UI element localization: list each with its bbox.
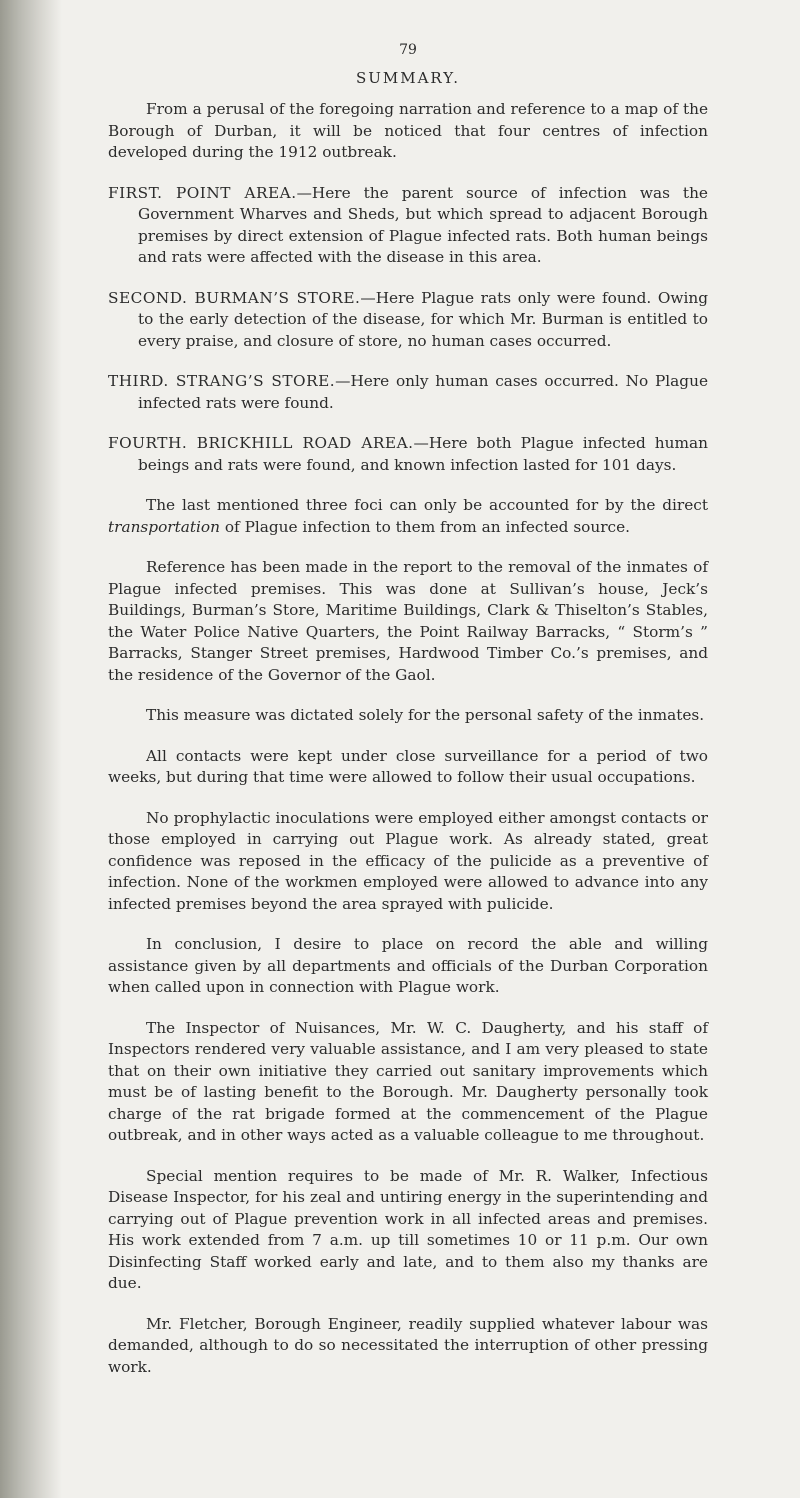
area-fourth-text: —Here both Plague infected human beings and rats were found, and known infection lasted for 101 days. <box>138 434 708 474</box>
page-number: 79 <box>399 42 417 58</box>
removal-paragraph: Reference has been made in the report to the removal of the inmates of Plague infected premises. This was done at Sullivan’s house, Jeck’s Buildings, Burman’s Store, Maritime Buildings, Clark & Thiselton’s Stables, the Water Police Native Quarters, the Point Railway Barracks, “ Storm’s ” Barracks, Stanger Street premises, Hardwood Timber Co.’s premises, and the residence of the Governor of the Gaol. <box>108 558 708 684</box>
area-first-text: —Here the parent source of infection was the Government Wharves and Sheds, but which spread to adjacent Borough premises by direct extension of Plague infected rats. Both human beings and rats were affected with the disease in this area. <box>138 183 708 266</box>
area-fourth-lead: FOURTH. BRICKHILL ROAD AREA. <box>108 434 414 452</box>
document-page <box>108 40 708 1397</box>
area-first-paragraph <box>108 183 708 269</box>
area-fourth-paragraph <box>108 433 708 476</box>
area-second-text: —Here Plague rats only were found. Owing to the early detection of the disease, for which Mr. Burman is entitled to every praise, and closure of store, no human cases occurred. <box>138 288 708 350</box>
inoculation-paragraph: No prophylactic inoculations were employed either amongst contacts or those employed in carrying out Plague work. As already stated, great confidence was reposed in the efficacy of the pulicide as a preventive of infection. None of the workmen employed were allowed to advance into any infected premises beyond the area sprayed with pulicide. <box>108 808 708 913</box>
walker-paragraph: Special mention requires to be made of Mr. R. Walker, Infectious Disease Inspector, for his zeal and untiring energy in the superintending and carrying out of Plague prevention work in all infected areas and premises. His work extended from 7 a.m. up till sometimes 10 or 11 p.m. Our own Disinfecting Staff worked early and late, and to them also my thanks are due. <box>108 1166 708 1292</box>
area-third-text: —Here only human cases occurred. No Plague infected rats were found. <box>138 372 708 412</box>
area-second-lead: SECOND. BURMAN’S STORE. <box>108 288 361 307</box>
surveillance-paragraph: All contacts were kept under close surveillance for a period of two weeks, but during that time were allowed to follow their usual occupations. <box>108 746 708 786</box>
transport-emphasis: transportation <box>108 517 220 536</box>
page-binding-shadow <box>0 0 62 1498</box>
area-third-paragraph <box>108 371 708 414</box>
safety-paragraph: This measure was dictated solely for the personal safety of the inmates. <box>146 706 705 724</box>
page-heading: SUMMARY. <box>355 68 461 87</box>
fletcher-paragraph: Mr. Fletcher, Borough Engineer, readily supplied whatever labour was demanded, although to do so necessitated the interruption of other pressing work. <box>108 1314 708 1376</box>
transport-text-after: of Plague infection to them from an infected source. <box>219 517 631 536</box>
conclusion-paragraph: In conclusion, I desire to place on record the able and willing assistance given by all departments and officials of the Durban Corporation when called upon in connection with Plague work. <box>108 935 708 996</box>
area-third-lead: THIRD. STRANG’S STORE. <box>108 372 336 390</box>
transport-paragraph <box>108 495 708 538</box>
transport-text-before: The last mentioned three foci can only be accounted for by the direct <box>146 496 708 514</box>
inspector-paragraph: The Inspector of Nuisances, Mr. W. C. Daugherty, and his staff of Inspectors rendered very valuable assistance, and I am very pleased to state that on their own initiative they carried out sanitary improvements which must be of lasting benefit to the Borough. Mr. Daugherty personally took charge of the rat brigade formed at the commencement of the Plague outbreak, and in other ways acted as a valuable colleague to me throughout. <box>108 1018 708 1144</box>
area-first-lead: FIRST. POINT AREA. <box>108 183 297 202</box>
intro-paragraph: From a perusal of the foregoing narration and reference to a map of the Borough of Durban, it will be noticed that four centres of infection developed during the 1912 outbreak. <box>108 100 708 161</box>
area-second-paragraph <box>108 288 708 353</box>
